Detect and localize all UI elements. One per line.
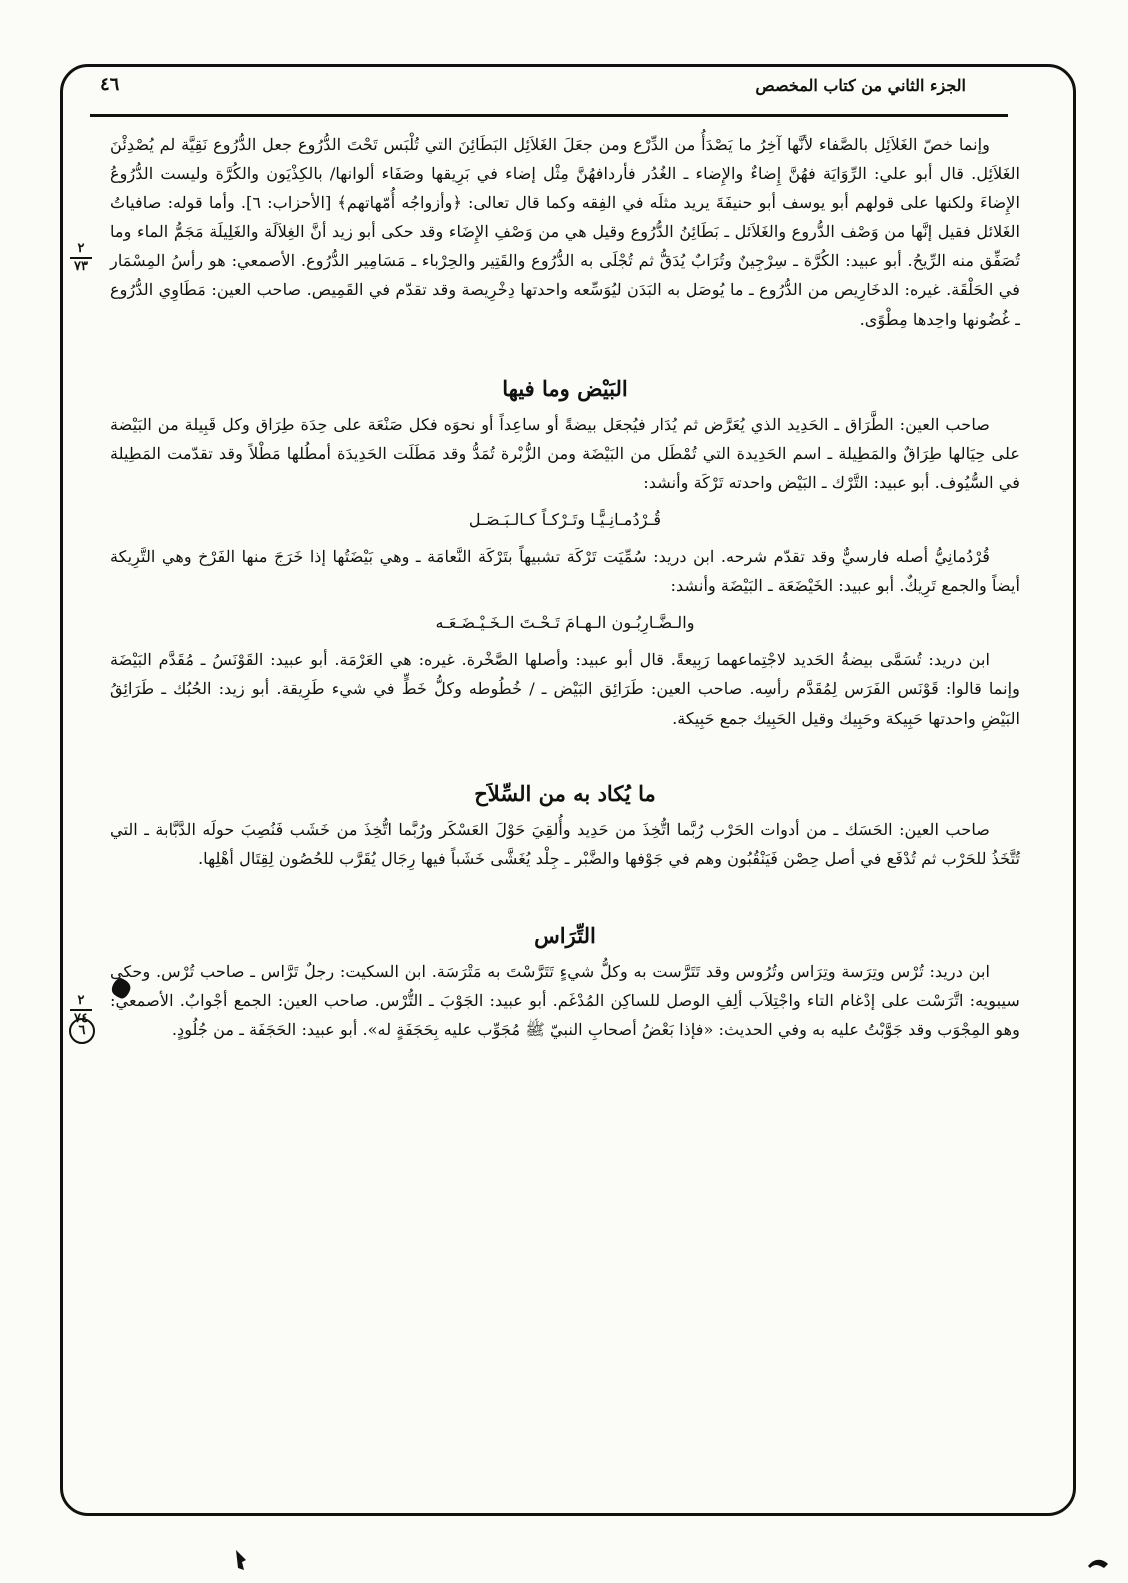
section-heading-bayd: البَيْض وما فيها bbox=[502, 375, 628, 401]
margin-note-73 bbox=[66, 242, 96, 274]
scan-smudge-icon bbox=[1086, 1556, 1110, 1570]
paragraph: صاحب العين: الحَسَك ـ من أدوات الحَرْب رُبَّما اتُّخِذَ من حَدِيد وأُلقِيَ حَوْلَ العَسْكَر ورُبَّما اتُّخِذَ من خَشَب فَنُصِبَ حولَه الدَّبَّابة ـ التي تُتَّخَذُ للحَرْب ثم تُدْفَع في أصل حِصْن فَيَنْقُبُون وهم في جَوْفها والضَّبْر ـ جِلْد يُغَشَّى خَشَباً فيها رِجَال يُقَرَّب للحُصُون لِقِتَال أهْلِها. bbox=[110, 819, 1020, 868]
section-heading-turas: التِّرَاس bbox=[534, 922, 596, 948]
paragraph: قُرْدُمانِيُّ أصله فارسيٌّ وقد تقدّم شرحه. ابن دريد: سُمِّيَت تَرْكَة تشبيهاً بتَرْكَة النَّعامَة ـ وهي بَيْضَتُها إذا خَرَجَ منها الفَرْخ وهي التَّرِيكة أيضاً والجمع تَرِيكٌ. أبو عبيد: الخَيْضَعَة ـ البَيْضَة وأنشد: bbox=[110, 547, 1020, 596]
paragraph: ابن دريد: تُرْس وتِرَسة وتِرَاس وتُرُوس وقد تَتَرَّست به وكلُّ شيءٍ تَتَرَّسْتَ به مَتْرَسَة. ابن السكيت: رجلٌ تَرَّاس ـ صاحب تُرْس. وحكى سيبويه: اتَّرَسْت على إدْغام التاء واجْتِلاَب ألِفِ الوصل للساكِن المُدْغَم. أبو عبيد: الجَوْبَ ـ التُّرْس. صاحب العين: الجمع أجْوابٌ. الأصمعي: وهو المِجْوَب وقد جَوَّبْتُ عليه به وفي الحديث: «فإذا بَعْضُ أصحابِ النبيّ ﷺ مُجَوِّب عليه بِحَجَفَةٍ له». أبو عبيد: الحَجَفَة ـ من جُلُودٍ. bbox=[110, 961, 1020, 1039]
paragraph: صاحب العين: الطَّرَاق ـ الحَدِيد الذي يُعَرَّض ثم يُدَار فيُجعَل بيضةً أو ساعِداً أو نحوَه فكل صَنْعَة على حِدَة طِرَاق وكل قَبِيلة من البَيْضة على حِيَالها طِرَاقٌ والمَطِيلة ـ اسم الحَدِيدة التي تُمْطَل من البَيْضَة ومن الزُّبْرة تُمَدُّ وقد مَطَلَت الحَدِيدَة أمطُلها مَطْلاً وقد تقدّمت المَطِيلة في السُّيُوف. أبو عبيد: التَّرْك ـ البَيْض واحدته تَرْكَة وأنشد: bbox=[110, 414, 1020, 492]
section-heading-kad: ما يُكاد به من السِّلاَح bbox=[474, 780, 656, 806]
verse-line: والـضَّـارِبُـون الـهـامَ تَـحْـتَ الـخَـيْـضَـعَـه bbox=[435, 613, 695, 633]
margin-note-top: ٢ bbox=[77, 241, 85, 256]
paragraph: وإنما خصّ الغَلاَئِل بالصَّفاء لأنَّها آخِرُ ما يَصْدَأُ من الدِّرْع ومن جعَلَ الغَلاَئِل البَطَائِنَ التي تُلْبَس تَحْتَ الدُّرُوع جعل الدُّرُوع نَقِيَّة لم يُصْدِئْنَ الغَلاَئِل. قال أبو علي: الرِّوَايَة فهُنَّ إِضاءٌ والإِضاء ـ الغُدُر فأردافهُنَّ مِثْل إضاء في بَرِيقها وصَفَاء ألوانها/ بالكِذْيَون والكُرَّة وليست الدُّرُوعُ الإِضاءَ ولكنها على قولهم أبو يوسف أبو حنيفَةَ يريد مثلَه في الفِقه وكما قال تعالى: ﴿وأزواجُه أُمّهاتهم﴾ [الأحزاب: ٦]. وأما قوله: صافياتُ الغَلائل فقيل إنَّها من وَصْف الدُّروع والغَلاَئل ـ بَطَائِنُ الدُّرُوع وقيل هي من وَصْفِ الإِضَاء وقد حكى أبو زيد أنَّ الغِلاَلَة والغَلِيلَة مَجَمُّ الماء وما تُصَفِّق منه الرِّيحُ. أبو عبيد: الكُرَّة ـ سِرْجِينٌ وتُرَابٌ يُدَقُّ ثم تُجْلَى به الدُّرُوع والقَتِير والحِرْباء ـ مَسَامِير الدُّرُوع. الأصمعي: هو رأسُ المِسْمَار في الحَلْقَة. غيره: الدخَارِيص من الدُّرُوع ـ ما يُوصَل به البَدَن ليُوَسِّعه واحدتها دِخْرِيصة وقد تقدّم في القَمِيص. صاحب العين: مَطَاوِي الدُّرُوع ـ غُضُونها واحِدها مِطْوًى. bbox=[110, 135, 1021, 329]
verse-line: قُـرْدُمـانِـيًّـا وتَـرْكـاً كـالـبَـصَـل bbox=[468, 509, 662, 529]
paragraph: ابن دريد: تُسَمَّى بيضةُ الحَديد لاجْتِماعهما رَبِيعةً. قال أبو عبيد: وأصلها الصَّخْرة. غيره: هي العَرْمَة. أبو عبيد: القَوْنَسُ ـ مُقَدَّم البَيْضَة وإنما قالوا: قَوْنَس الفَرَس لِمُقَدَّم رأسِه. صاحب العين: طَرَائِق البَيْض ـ / خُطُوطه وكلُّ خَطٍّ في شيء طَرِيقة. أبو زيد: الحُبُك ـ طَرَائِقُ البَيْضِ واحدتها حَبِيكة وحَبِيك وقيل الحَبِيك جمع حَبِيكة. bbox=[110, 650, 1020, 728]
running-header bbox=[100, 70, 966, 102]
book-title: الجزء الثاني من كتاب المخصص bbox=[755, 76, 966, 95]
circled-section-marker: ٦ bbox=[69, 1018, 95, 1044]
page-number: ٤٦ bbox=[100, 74, 120, 95]
margin-note-bottom: ٧٤ bbox=[74, 1011, 88, 1026]
scan-smudge-icon bbox=[232, 1548, 252, 1572]
header-rule bbox=[90, 114, 1008, 117]
margin-note-bottom: ٧٣ bbox=[74, 259, 88, 274]
page-body bbox=[110, 130, 1020, 1044]
margin-note-top: ٢ bbox=[77, 993, 85, 1008]
